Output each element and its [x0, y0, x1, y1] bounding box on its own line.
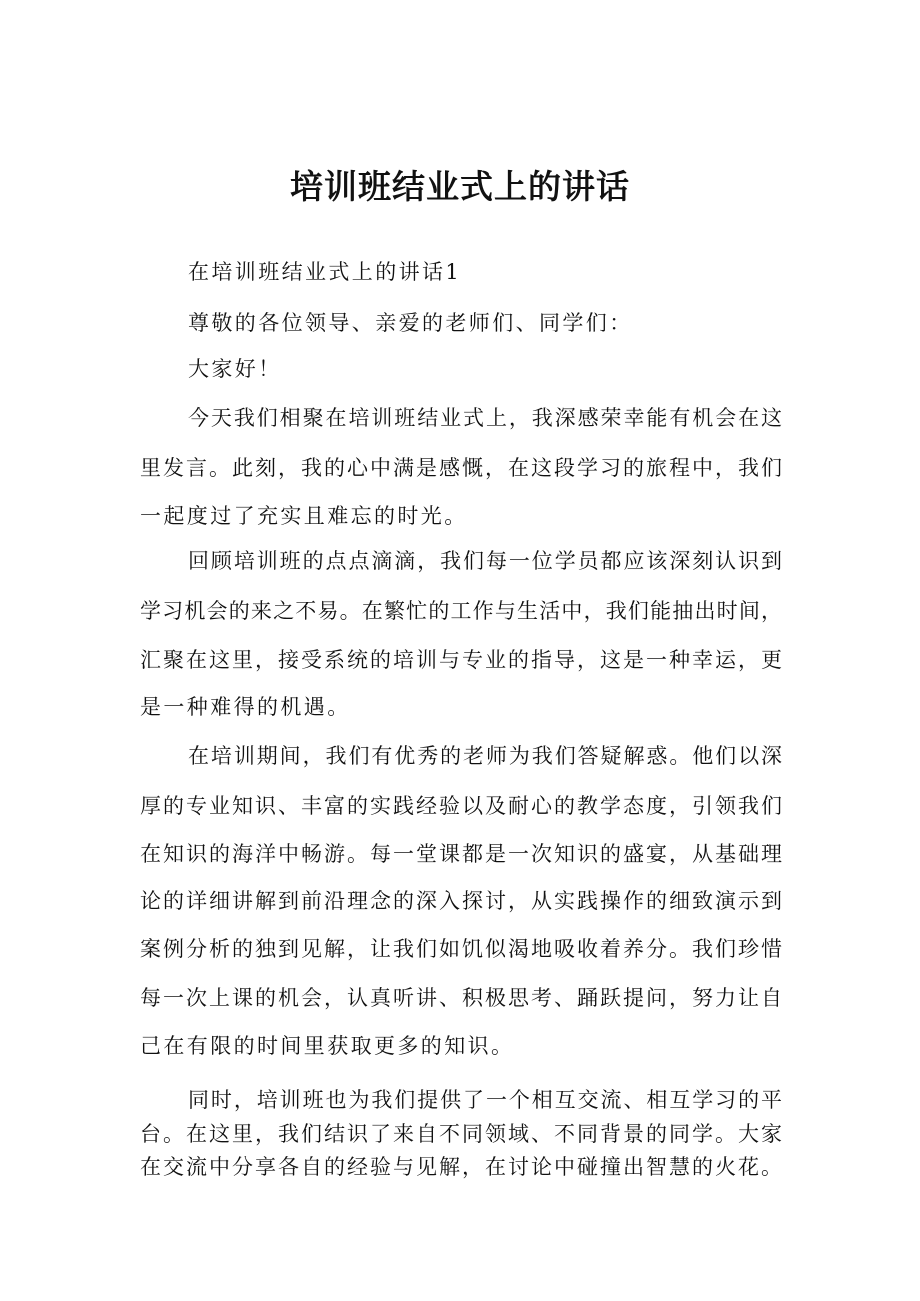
greeting-line: 大家好！	[188, 357, 282, 381]
paragraph-line: 每一次上课的机会，认真听讲、积极思考、踊跃提问，努力让自	[140, 986, 782, 1010]
paragraph-line: 厚的专业知识、丰富的实践经验以及耐心的教学态度，引领我们	[140, 794, 782, 818]
paragraph-line: 己在有限的时间里获取更多的知识。	[140, 1034, 515, 1058]
paragraph-line: 在交流中分享各自的经验与见解，在讨论中碰撞出智慧的火花。	[140, 1155, 782, 1179]
paragraph-line: 汇聚在这里，接受系统的培训与专业的指导，这是一种幸运，更	[140, 648, 782, 672]
paragraph-line: 在培训期间，我们有优秀的老师为我们答疑解惑。他们以深	[188, 744, 782, 768]
speech-heading: 在培训班结业式上的讲话1	[188, 260, 462, 284]
paragraph-line: 学习机会的来之不易。在繁忙的工作与生活中，我们能抽出时间，	[140, 599, 782, 623]
paragraph-line: 一起度过了充实且难忘的时光。	[140, 504, 468, 528]
paragraph-line: 是一种难得的机遇。	[140, 695, 351, 719]
document-title: 培训班结业式上的讲话	[290, 167, 630, 206]
paragraph-line: 在知识的海洋中畅游。每一堂课都是一次知识的盛宴，从基础理	[140, 842, 782, 866]
paragraph-line: 案例分析的独到见解，让我们如饥似渴地吸收着养分。我们珍惜	[140, 937, 782, 961]
salutation-line: 尊敬的各位领导、亲爱的老师们、同学们：	[188, 311, 633, 335]
paragraph-line: 同时，培训班也为我们提供了一个相互交流、相互学习的平	[188, 1088, 782, 1112]
paragraph-line: 论的详细讲解到前沿理念的深入探讨，从实践操作的细致演示到	[140, 889, 782, 913]
paragraph-line: 今天我们相聚在培训班结业式上，我深感荣幸能有机会在这	[188, 406, 782, 430]
paragraph-line: 回顾培训班的点点滴滴，我们每一位学员都应该深刻认识到	[188, 549, 782, 573]
paragraph-line: 台。在这里，我们结识了来自不同领域、不同背景的同学。大家	[140, 1122, 782, 1146]
paragraph-line: 里发言。此刻，我的心中满是感慨，在这段学习的旅程中，我们	[140, 456, 782, 480]
